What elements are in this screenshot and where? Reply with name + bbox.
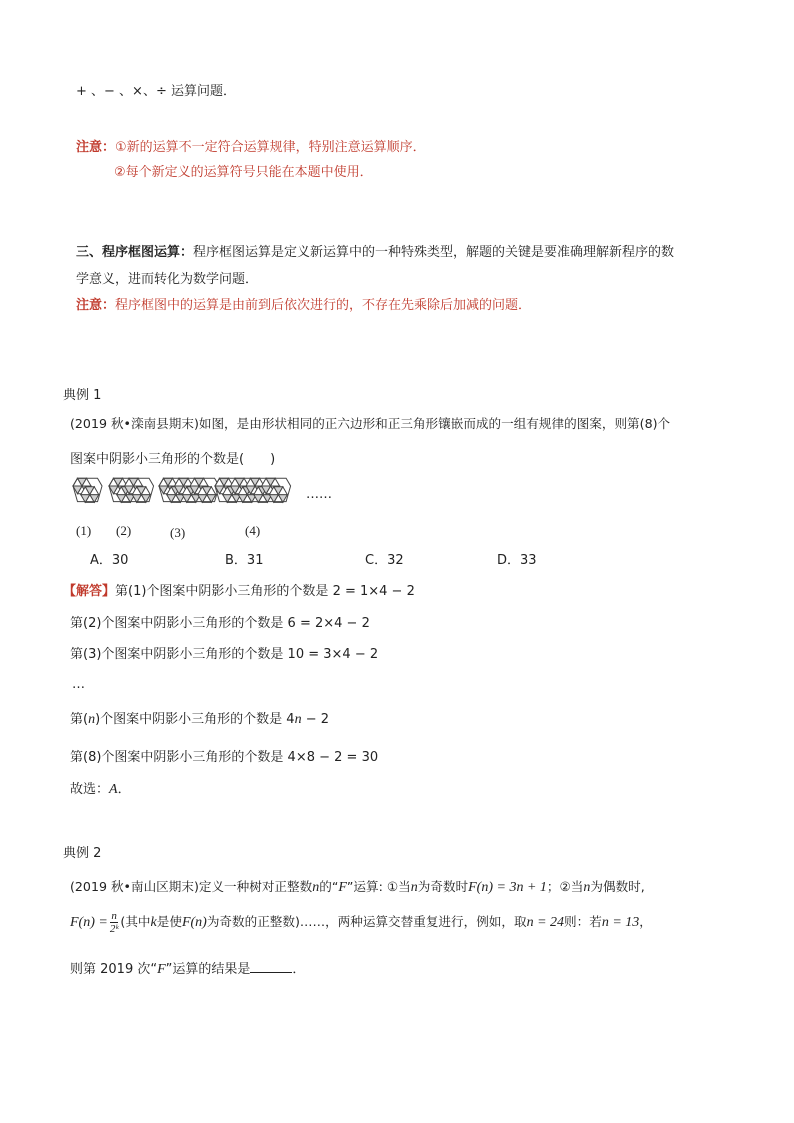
section-3-line-2: 学意义，进而转化为数学问题．: [76, 272, 259, 287]
section-3-heading: 三、程序框图运算：: [76, 245, 194, 260]
figure-label-1: (1): [76, 523, 92, 538]
ex2-l2-b: (其中: [120, 914, 151, 929]
ex2-l3-a: 则第 2019 次“: [70, 962, 158, 977]
option-d: D．33: [497, 553, 537, 568]
solution-line-3: 第(3)个图案中阴影小三角形的个数是 10 = 3×4 − 2: [70, 647, 379, 662]
ex2-l1-g: 为偶数时,: [590, 879, 645, 894]
ex2-l1-f: ；②当: [546, 879, 584, 894]
example-2-line-3: [70, 958, 305, 978]
solution-line-4-c: − 2: [301, 712, 329, 727]
solution-line-5: 第(8)个图案中阴影小三角形的个数是 4×8 − 2 = 30: [70, 750, 379, 765]
ex2-frac-den: 2ᵏ: [109, 923, 119, 935]
example-1-question-line-1: (2019 秋•滦南县期末)如图，是由形状相同的正六边形和正三角形镶嵌而成的一组有规律的图案，则第(8)个: [70, 416, 671, 431]
ex2-formula-even: F(n) =: [70, 915, 108, 930]
section-3-para: [76, 241, 674, 260]
choose-end: ．: [117, 782, 131, 797]
solution-ellipsis: …: [72, 677, 85, 692]
solution-line-4-b: )个图案中阴影小三角形的个数是 4: [95, 712, 295, 727]
ex2-l2-f: 则：若: [564, 914, 602, 929]
ex2-frac-num: n: [111, 910, 117, 922]
answer-label: 【解答】: [63, 584, 116, 599]
example-2-title: 典例 2: [63, 846, 102, 861]
note-item-1: ①新的运算不一定符合运算规律，特别注意运算顺序．: [115, 140, 426, 155]
ex2-formula-odd: F(n) = 3n + 1: [468, 880, 547, 895]
note-item-2: ②每个新定义的运算符号只能在本题中使用．: [114, 165, 373, 180]
choose-line: [70, 778, 131, 798]
figure-label-3: (3): [170, 525, 186, 540]
ex2-n-3: n: [583, 880, 591, 895]
section-3-note-text: 程序框图中的运算是由前到后依次进行的，不存在先乘除后加减的问题．: [115, 298, 532, 313]
note-label: 注意：: [76, 140, 116, 155]
option-c: C．32: [365, 553, 404, 568]
solution-line-4-a: 第(: [70, 712, 89, 727]
solution-line-4: [70, 708, 329, 728]
ex2-l3-b: ”运算的结果是: [165, 962, 251, 977]
section-3-note: [76, 294, 531, 313]
ex2-Fn: F(n): [181, 915, 207, 930]
ex2-l1-c: ”运算: ①当: [346, 879, 411, 894]
ex2-F: F: [338, 880, 347, 895]
ex2-l1-a: (2019 秋•南山区期末)定义一种树对正整数: [70, 879, 313, 894]
ex2-n: n: [312, 880, 320, 895]
ex2-fraction: [110, 910, 119, 935]
choose-label: 故选：: [70, 782, 110, 797]
figure-label-4: (4): [245, 523, 261, 538]
example-1-question-line-2: 图案中阴影小三角形的个数是( ): [70, 452, 276, 467]
figure-dots: ……: [306, 487, 332, 502]
ex2-F-2: F: [157, 962, 166, 977]
choose-answer: A: [109, 782, 118, 797]
ex2-n24: n = 24: [526, 915, 565, 930]
answer-blank[interactable]: [250, 960, 292, 973]
example-2-line-1: [70, 876, 645, 896]
ex2-n13: n = 13: [601, 915, 640, 930]
solution-line-2: 第(2)个图案中阴影小三角形的个数是 6 = 2×4 − 2: [70, 616, 370, 631]
figure-label-2: (2): [116, 523, 132, 538]
ex2-k: k: [150, 915, 157, 930]
note-block: [76, 136, 426, 155]
ex2-l2-d: 为奇数的正整数)……，两种运算交替重复进行，例如，取: [206, 914, 527, 929]
hexagon-pattern-figure: [68, 476, 338, 516]
option-a: A．30: [90, 553, 129, 568]
top-operators-line: + 、− 、×、÷ 运算问题．: [76, 84, 236, 99]
ex2-l2-c: 是使: [156, 914, 182, 929]
ex2-l3-c: ．: [292, 962, 306, 977]
option-b: B．31: [225, 553, 264, 568]
solution-line-4-n: n: [88, 712, 96, 727]
solution-line-1-text: 第(1)个图案中阴影小三角形的个数是 2 = 1×4 − 2: [115, 584, 415, 599]
example-2-line-2: [70, 910, 652, 935]
section-3-line-1: 程序框图运算是定义新运算中的一种特殊类型，解题的关键是要准确理解新程序的数: [193, 245, 675, 260]
section-3-note-label: 注意：: [76, 298, 116, 313]
ex2-l1-b: 的“: [319, 879, 339, 894]
ex2-l2-h: ，: [639, 914, 652, 929]
solution-line-1: [63, 580, 415, 599]
solution-line-4-n2: n: [294, 712, 302, 727]
example-1-title: 典例 1: [63, 388, 102, 403]
ex2-n-2: n: [410, 880, 418, 895]
ex2-l1-d: 为奇数时: [417, 879, 469, 894]
